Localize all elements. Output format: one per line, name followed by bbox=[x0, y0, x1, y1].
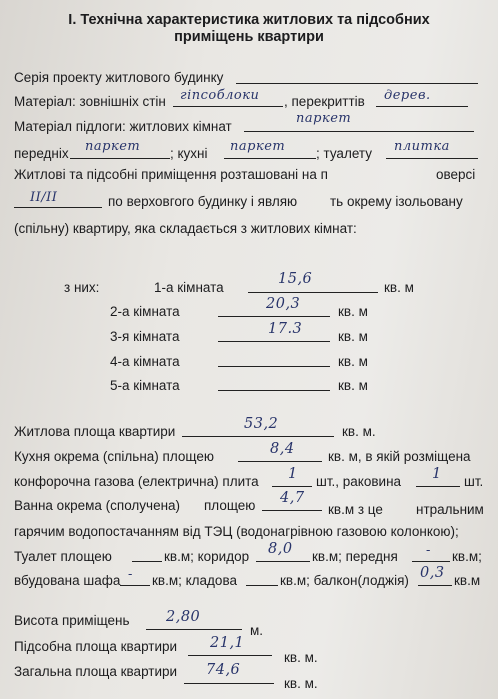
aux-area-unit: кв. м. bbox=[284, 650, 318, 665]
hallway-value: паркет bbox=[85, 139, 141, 154]
room-3-unit: кв. м bbox=[338, 329, 368, 344]
total-area-value: 74,6 bbox=[206, 662, 241, 678]
toilet-floor-label: ; туалету bbox=[316, 146, 372, 161]
walls-value: гіпсоблоки bbox=[180, 88, 260, 103]
sink-underline bbox=[416, 486, 460, 487]
room-1-underline bbox=[248, 292, 378, 293]
height-underline bbox=[146, 629, 242, 630]
room-3-value: 17.3 bbox=[268, 321, 303, 337]
toilet-area-unit: кв.м; коридор bbox=[164, 549, 250, 564]
total-area-underline bbox=[184, 683, 274, 684]
living-area-label: Житлова площа квартири bbox=[14, 424, 176, 439]
kitchen-floor-underline bbox=[224, 158, 316, 159]
corridor-value: 8,0 bbox=[268, 541, 293, 557]
corridor-unit: кв.м; передня bbox=[312, 549, 398, 564]
rooms-prefix: з них: bbox=[64, 280, 100, 295]
room-5-underline bbox=[218, 390, 330, 391]
room-1-value: 15,6 bbox=[278, 271, 313, 287]
room-3-label: 3-я кімната bbox=[110, 329, 180, 344]
floor-material-label: Матеріал підлоги: житлових кімнат bbox=[14, 119, 232, 134]
stove-suffix: шт., раковина bbox=[316, 474, 402, 489]
room-4-unit: кв. м bbox=[338, 354, 368, 369]
room-5-unit: кв. м bbox=[338, 378, 368, 393]
room-2-underline bbox=[218, 316, 330, 317]
room-5-label: 5-а кімната bbox=[110, 378, 180, 393]
kitchen-floor-label: ; кухні bbox=[170, 146, 208, 161]
height-value: 2,80 bbox=[166, 609, 201, 625]
bath-suffix2: нтральним bbox=[416, 502, 484, 517]
floor-value: II/II bbox=[30, 190, 58, 205]
floor-rooms-underline bbox=[244, 131, 474, 132]
living-area-unit: кв. м. bbox=[342, 424, 376, 439]
floor-text-b: оверсі bbox=[436, 167, 476, 182]
toilet-area-underline bbox=[132, 561, 162, 562]
series-blank bbox=[236, 83, 478, 84]
sink-unit: шт. bbox=[464, 474, 484, 489]
kitchen-area-label: Кухня окрема (спільна) площею bbox=[14, 449, 214, 464]
walls-label: Матеріал: зовнішніх стін bbox=[14, 94, 166, 109]
total-area-label: Загальна площа квартири bbox=[14, 664, 178, 679]
wardrobe-label: вбудована шафа bbox=[14, 573, 121, 588]
height-label: Висота приміщень bbox=[14, 613, 130, 628]
storage-underline bbox=[246, 585, 278, 586]
kitchen-floor-value: паркет bbox=[230, 139, 286, 154]
stove-underline bbox=[272, 486, 312, 487]
total-area-unit: кв. м. bbox=[284, 676, 318, 691]
hallway-underline bbox=[70, 158, 170, 159]
floor-text-a: Житлові та підсобні приміщення розташовані на п bbox=[14, 167, 328, 182]
room-2-unit: кв. м bbox=[338, 304, 368, 319]
hall-value: - bbox=[426, 543, 431, 558]
corridor-underline bbox=[256, 561, 310, 562]
room-1-label: 1-а кімната bbox=[154, 280, 224, 295]
floor-text-d: ть окрему ізольовану bbox=[330, 194, 463, 209]
aux-area-value: 21,1 bbox=[210, 635, 245, 651]
hall-underline bbox=[412, 561, 450, 562]
hot-water-text: гарячим водопостачанням від ТЭЦ (водонагрівною газовою колонкою); bbox=[14, 524, 459, 539]
room-2-label: 2-а кімната bbox=[110, 304, 180, 319]
toilet-floor-underline bbox=[386, 158, 478, 159]
kitchen-area-suffix: кв. м, в якій розміщена bbox=[328, 449, 471, 464]
bath-suffix: кв.м з це bbox=[328, 502, 383, 517]
stove-value: 1 bbox=[288, 466, 298, 482]
room-2-value: 20,3 bbox=[266, 296, 301, 312]
toilet-area-label: Туалет площею bbox=[14, 549, 112, 564]
aux-area-underline bbox=[188, 655, 272, 656]
wardrobe-unit: кв.м; кладова bbox=[152, 573, 237, 588]
living-area-value: 53,2 bbox=[244, 416, 279, 432]
series-label: Серія проекту житлового будинку bbox=[14, 70, 224, 85]
wardrobe-underline bbox=[120, 585, 150, 586]
storage-unit: кв.м; балкон(лоджія) bbox=[280, 573, 409, 588]
balcony-value: 0,3 bbox=[420, 565, 445, 581]
sink-value: 1 bbox=[432, 466, 442, 482]
walls-underline bbox=[173, 106, 283, 107]
bath-underline bbox=[262, 510, 322, 511]
bath-value: 4,7 bbox=[280, 490, 305, 506]
toilet-floor-value: плитка bbox=[394, 139, 450, 154]
kitchen-area-value: 8,4 bbox=[270, 441, 295, 457]
room-4-underline bbox=[218, 366, 330, 367]
balcony-underline bbox=[418, 585, 452, 586]
living-area-underline bbox=[182, 436, 334, 437]
bath-area-label: площею bbox=[204, 498, 256, 513]
stove-label: конфорочна газова (електрична) плита bbox=[14, 474, 259, 489]
hallway-label: передніх bbox=[14, 146, 69, 161]
floor-underline bbox=[14, 207, 102, 208]
wardrobe-value: - bbox=[128, 567, 133, 582]
room-3-underline bbox=[218, 341, 330, 342]
balcony-unit: кв.м bbox=[454, 573, 481, 588]
floor-text-e: (спільну) квартиру, яка складається з житлових кімнат: bbox=[14, 221, 357, 236]
floors-value: дерев. bbox=[384, 88, 431, 103]
kitchen-area-underline bbox=[238, 461, 322, 462]
floors-underline bbox=[376, 106, 468, 107]
room-1-unit: кв. м bbox=[384, 280, 414, 295]
bath-label: Ванна окрема (сполучена) bbox=[14, 498, 181, 513]
height-unit: м. bbox=[250, 623, 264, 638]
floors-label: , перекриттів bbox=[284, 94, 365, 109]
floor-text-c: по верховгого будинку і являю bbox=[108, 194, 298, 209]
room-4-label: 4-а кімната bbox=[110, 354, 180, 369]
hall-unit: кв.м; bbox=[452, 549, 482, 564]
aux-area-label: Підсобна площа квартири bbox=[14, 639, 178, 654]
floor-rooms-value: паркет bbox=[296, 111, 352, 126]
section-title-line2: приміщень квартири bbox=[174, 29, 324, 45]
section-title-line1: I. Технічна характеристика житлових та підсобних bbox=[68, 12, 430, 28]
